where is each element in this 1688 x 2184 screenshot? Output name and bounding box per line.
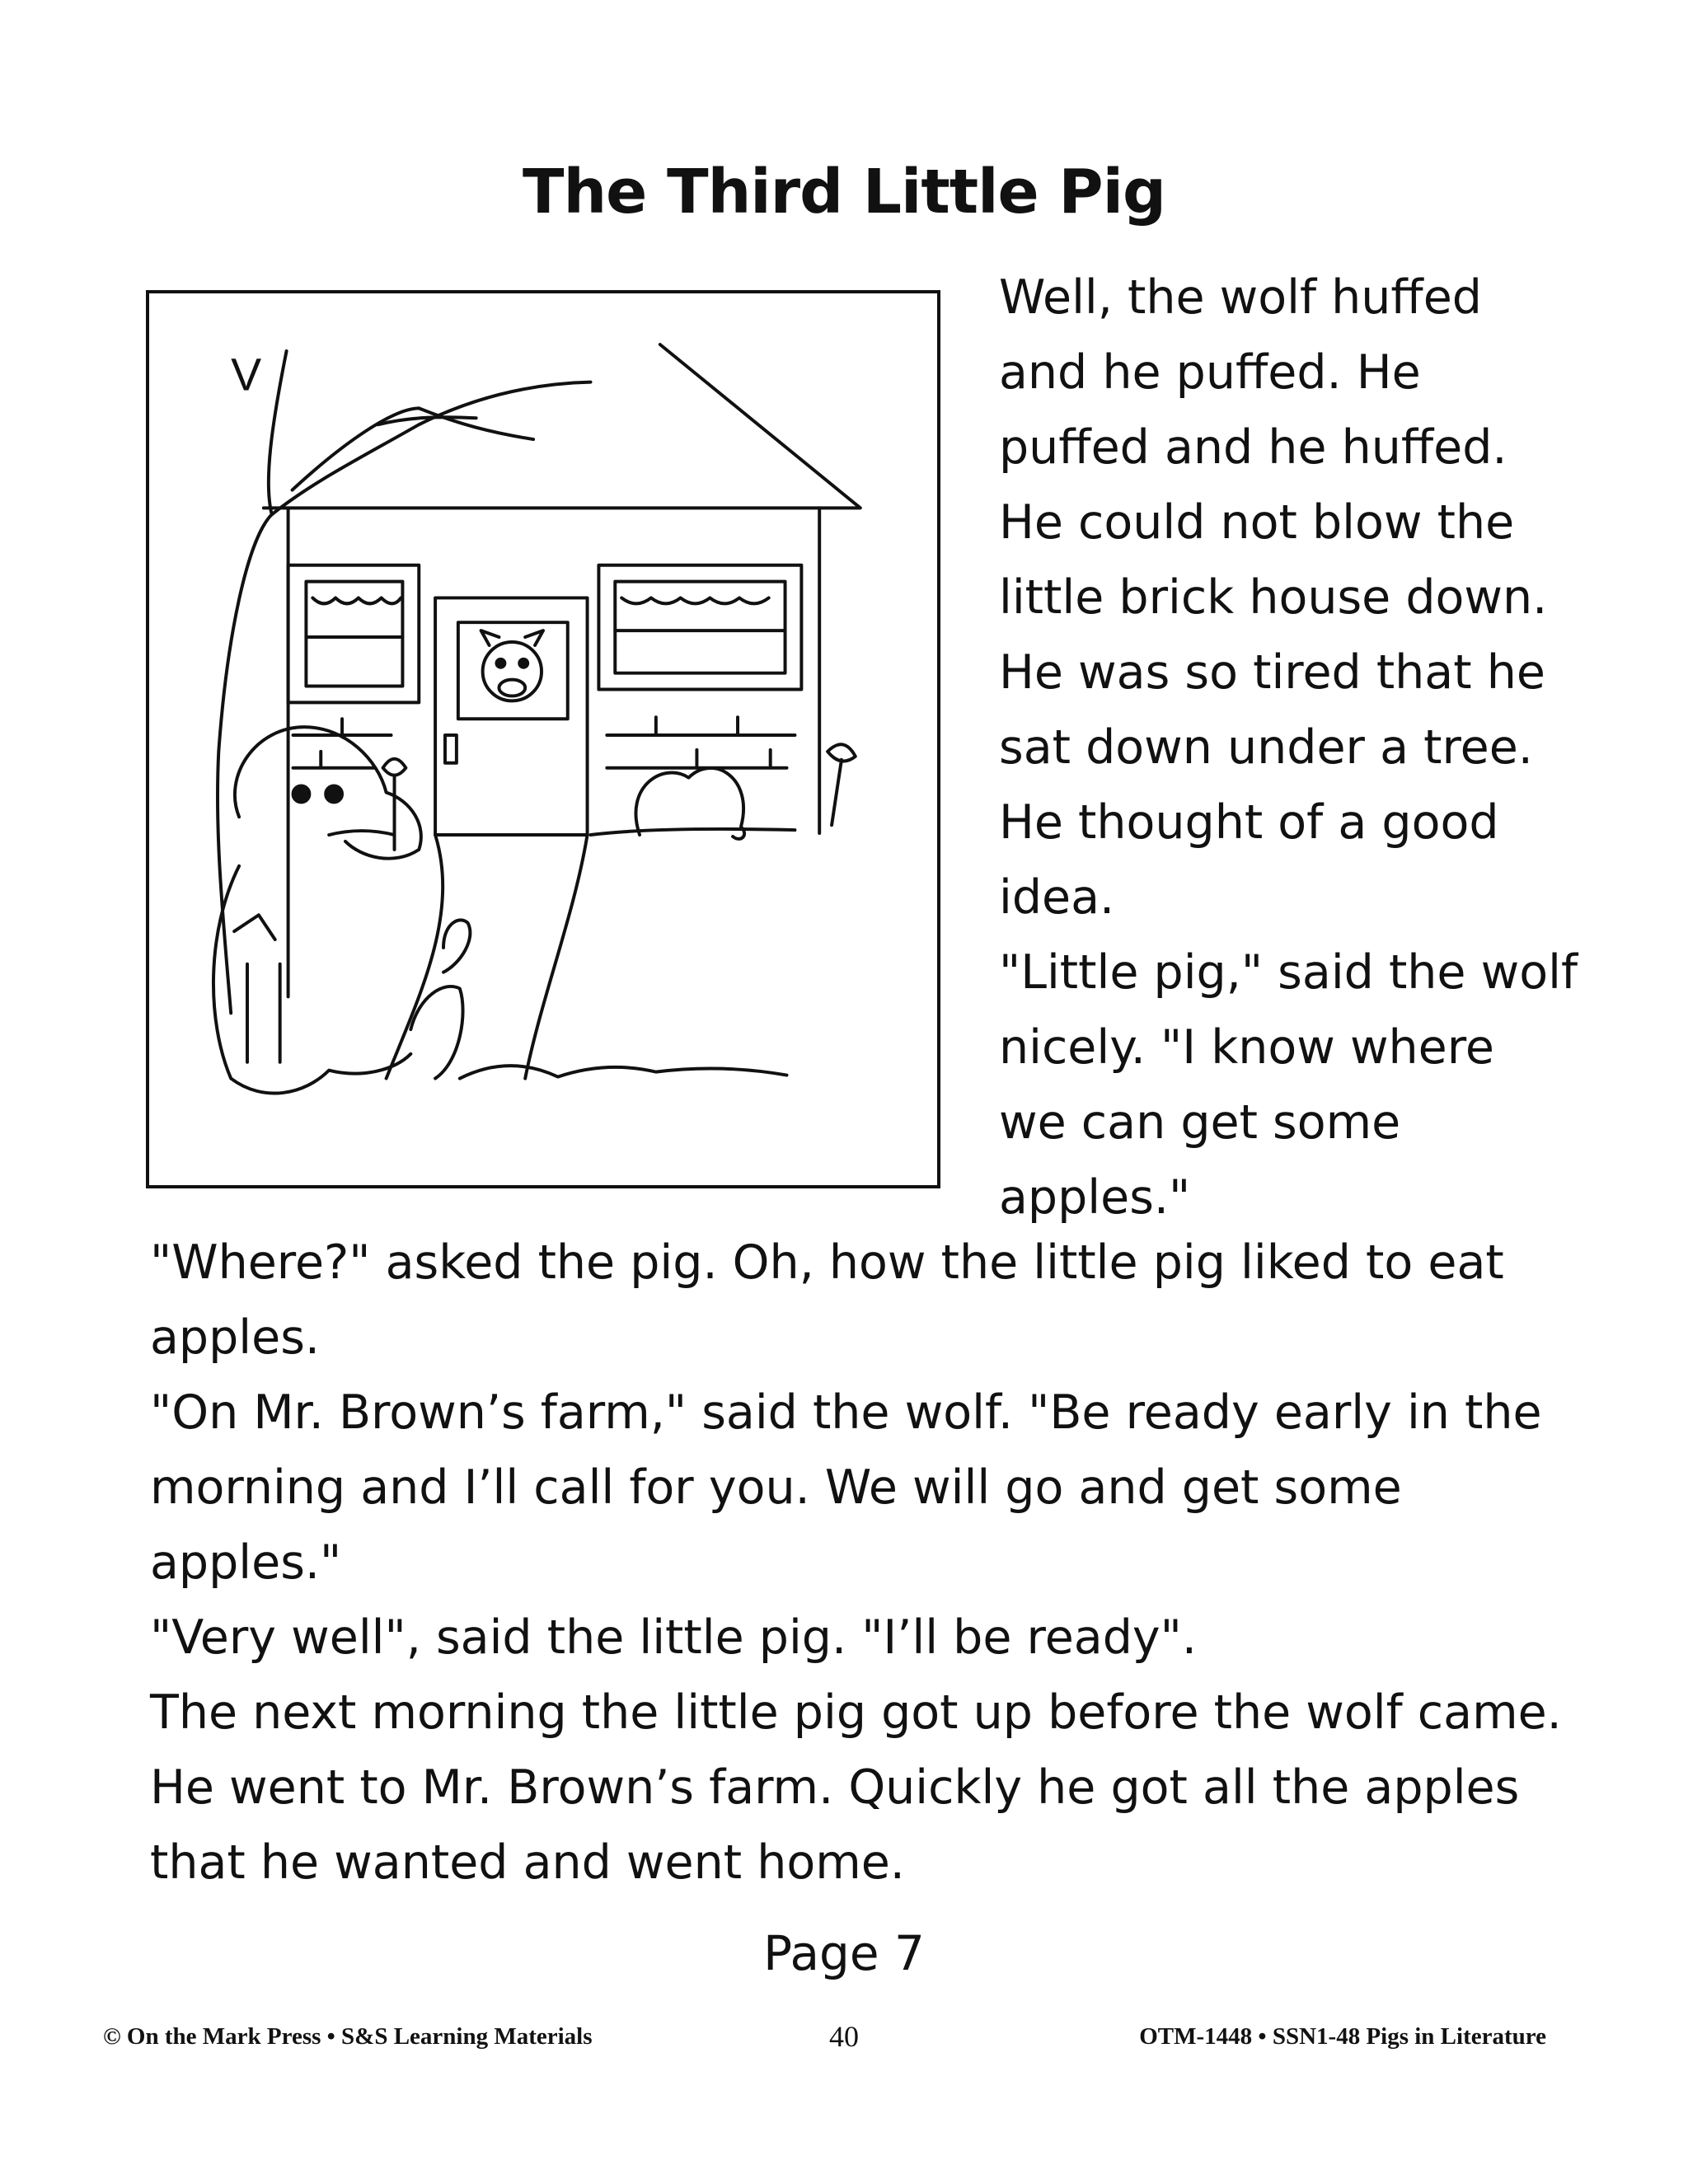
side-text-line: and he puffed. He [999, 345, 1421, 400]
story-body [150, 1226, 1658, 1900]
side-text-line: "Little pig," said the wolf [999, 945, 1578, 1000]
body-text-line: morning and I’ll call for you. We will go and get some [150, 1460, 1402, 1515]
side-text-line: puffed and he huffed. [999, 420, 1507, 475]
side-text-line: apples." [999, 1170, 1191, 1225]
side-text-line: little brick house down. [999, 570, 1548, 625]
page-title: The Third Little Pig [522, 157, 1166, 227]
side-text-column [999, 260, 1658, 1235]
body-text-line: apples." [150, 1535, 342, 1590]
page-label: Page 7 [763, 1925, 925, 1981]
side-text-line: we can get some [999, 1095, 1401, 1150]
body-text-line: "Where?" asked the pig. Oh, how the little pig liked to eat [150, 1235, 1504, 1290]
side-text-line: He thought of a good [999, 795, 1499, 850]
footer-page-number: 40 [829, 2020, 859, 2053]
side-text-line: nicely. "I know where [999, 1020, 1495, 1075]
side-text-line: idea. [999, 870, 1115, 925]
body-text-line: that he wanted and went home. [150, 1835, 905, 1890]
side-text-line: sat down under a tree. [999, 720, 1533, 775]
wolf-drawing [213, 727, 470, 1093]
side-text-line: He was so tired that he [999, 645, 1545, 700]
illustration-mark: V [231, 349, 262, 401]
body-text-line: apples. [150, 1310, 321, 1365]
side-text-line: He could not blow the [999, 495, 1515, 550]
body-text-line: He went to Mr. Brown’s farm. Quickly he got all the apples [150, 1760, 1520, 1815]
body-text-line: The next morning the little pig got up before the wolf came. [150, 1685, 1562, 1740]
side-text-line: Well, the wolf huffed [999, 270, 1482, 325]
body-text-line: "On Mr. Brown’s farm," said the wolf. "Be ready early in the [150, 1385, 1542, 1440]
story-illustration [146, 290, 940, 1188]
body-text-line: "Very well", said the little pig. "I’ll be ready". [150, 1610, 1197, 1665]
footer-copyright: © On the Mark Press • S&S Learning Materials [103, 2023, 593, 2050]
brick-house-drawing [264, 344, 860, 1079]
footer-catalog: OTM-1448 • SSN1-48 Pigs in Literature [1139, 2023, 1546, 2050]
